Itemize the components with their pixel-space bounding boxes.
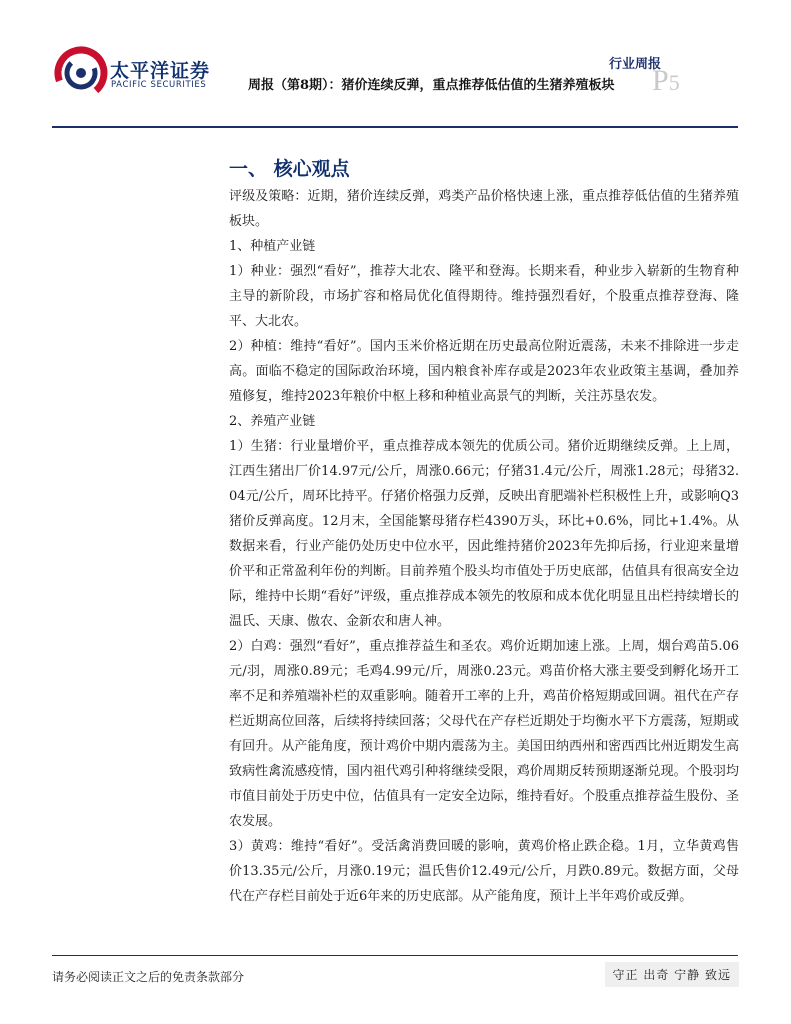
paragraph-breeding-chain-heading: 2、养殖产业链 xyxy=(229,414,316,429)
pacific-securities-logo-icon xyxy=(50,42,112,104)
page-digit: 5 xyxy=(668,70,680,95)
page-number xyxy=(652,64,680,98)
paragraph-rating-strategy: 评级及策略：近期，猪价连续反弹，鸡类产品价格快速上涨，重点推荐低估值的生猪养殖板块。 xyxy=(229,189,739,229)
footer-motto: 守正 出奇 宁静 致远 xyxy=(605,962,739,987)
paragraph-planting: 2）种植：维持“看好”。国内玉米价格近期在历史最高位附近震荡，未来不排除进一步走高。面临不稳定的国际政治环境，国内粮食补库存或是2023年农业政策主基调，叠加养殖修复，维持2023年粮价中枢上移和种植业高景气的判断，关注苏垦农发。 xyxy=(229,339,739,404)
paragraph-hogs: 1）生猪：行业量增价平，重点推荐成本领先的优质公司。猪价近期继续反弹。上上周，江西生猪出厂价14.97元/公斤，周涨0.66元；仔猪31.4元/公斤，周涨1.28元；母猪32.04元/公斤，周环比持平。仔猪价格强力反弹，反映出育肥端补栏积极性上升，或影响Q3猪价反弹高度。12月末，全国能繁母猪存栏4390万头，环比+0.6%，同比+1.4%。从数据来看，行业产能仍处历史中位水平，因此维持猪价2023年先抑后扬，行业迎来量增价平和正常盈利年份的判断。目前养殖个股头均市值处于历史底部，估值具有很高安全边际，维持中长期“看好”评级，重点推荐成本领先的牧原和成本优化明显且出栏持续增长的温氏、天康、傲农、金新农和唐人神。 xyxy=(229,439,739,629)
paragraph-yellow-chicken: 3）黄鸡：维持“看好”。受活禽消费回暖的影响，黄鸡价格止跌企稳。1月，立华黄鸡售价13.35元/公斤，月涨0.19元；温氏售价12.49元/公斤，月跌0.89元。数据方面，父母代在产存栏目前处于近6年来的历史底部。从产能角度，预计上半年鸡价或反弹。 xyxy=(229,839,739,904)
section-heading: 一、 核心观点 xyxy=(229,158,350,180)
logo-chinese-name: 太平洋证券 xyxy=(110,60,211,82)
section-body xyxy=(229,184,739,909)
paragraph-planting-chain-heading: 1、种植产业链 xyxy=(229,239,316,254)
report-title: 周报（第8期）：猪价连续反弹，重点推荐低估值的生猪养殖板块 xyxy=(248,78,615,93)
report-type-label: 行业周报 xyxy=(608,57,661,72)
paragraph-white-chicken: 2）白鸡：强烈“看好”，重点推荐益生和圣农。鸡价近期加速上涨。上周，烟台鸡苗5.06元/羽，周涨0.89元；毛鸡4.99元/斤，周涨0.23元。鸡苗价格大涨主要受到孵化场开工率不足和养殖端补栏的双重影响。随着开工率的上升，鸡苗价格短期或回调。祖代在产存栏近期高位回落，后续将持续回落；父母代在产存栏近期处于均衡水平下方震荡，短期或有回升。从产能角度，预计鸡价中期内震荡为主。美国田纳西州和密西西比州近期发生高致病性禽流感疫情，国内祖代鸡引种将继续受限，鸡价周期反转预期逐渐兑现。个股羽均市值目前处于历史中位，估值具有一定安全边际，维持看好。个股重点推荐益生股份、圣农发展。 xyxy=(229,639,739,829)
footer-disclaimer: 请务必阅读正文之后的免责条款部分 xyxy=(52,970,245,984)
company-logo xyxy=(50,42,220,100)
header-divider xyxy=(52,126,738,128)
logo-english-name: PACIFIC SECURITIES xyxy=(111,80,207,90)
page-letter: P xyxy=(652,64,669,97)
paragraph-seed-industry: 1）种业：强烈“看好”，推荐大北农、隆平和登海。长期来看，种业步入崭新的生物育种主导的新阶段，市场扩容和格局优化值得期待。维持强烈看好，个股重点推荐登海、隆平、大北农。 xyxy=(229,264,739,329)
footer-divider xyxy=(52,955,738,956)
